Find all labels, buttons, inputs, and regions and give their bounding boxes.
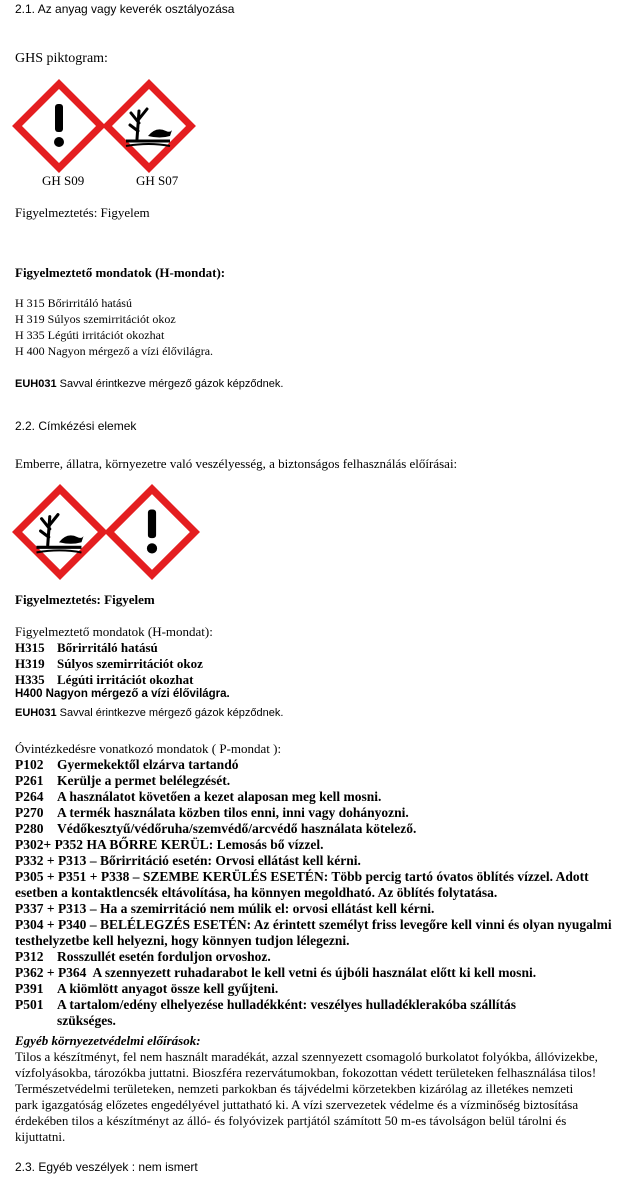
p-statement [15, 837, 323, 853]
p-text: Gyermekektől elzárva tartandó [57, 757, 239, 772]
section-2-2-heading: 2.2. Címkézési elemek [15, 419, 137, 433]
p-statement [15, 901, 434, 917]
p-code: P337 + P313 [15, 901, 87, 916]
env-title-text: Egyéb környezetvédelmi előírások [15, 1033, 197, 1048]
p-text: esetben a kontaktlencsék eltávolítása, ha könnyen megoldható. Az öblítés folytatása. [15, 885, 498, 900]
env-rules-title: Egyéb környezetvédelmi előírások: [15, 1033, 201, 1048]
section-2-3-heading: 2.3. Egyéb veszélyek : nem ismert [15, 1160, 198, 1174]
p-statement [15, 805, 409, 821]
p-statement [15, 949, 271, 965]
env-rules-line: kijuttatni. [15, 1129, 66, 1144]
h-statement: H 400 Nagyon mérgező a vízi élővilágra. [15, 344, 214, 358]
pictogram-caption: GH S07 [136, 173, 179, 188]
pictogram-caption: GH S09 [42, 173, 85, 188]
env-rules-line: Tilos a készítményt, fel nem használt maradékát, azzal szennyezett csomagoló burkolatot folyókba, állóvizekbe, [15, 1049, 598, 1064]
p-text: A kiömlött anyagot össze kell gyűjteni. [57, 981, 279, 996]
h-statement: H 319 Súlyos szemirritációt okoz [15, 312, 176, 326]
p-text: Védőkesztyű/védőruha/szemvédő/arcvédő használata kötelező. [57, 821, 417, 836]
p-statement-continued [15, 885, 497, 901]
p-text: Kerülje a permet belélegzését. [57, 773, 231, 788]
h-text: Bőrirritáló hatású [57, 640, 158, 655]
euh-text: Savval érintkezve mérgező gázok képződnek. [59, 707, 284, 719]
p-code: P264 [15, 789, 44, 804]
p-code: P261 [15, 773, 44, 788]
h-code: H315 [15, 640, 45, 655]
p-code: P305 + P351 + P338 [15, 869, 130, 884]
h-text: Súlyos szemirritációt okoz [57, 656, 203, 671]
p-text: testhelyzetbe kell helyezni, hogy könnyen tudjon lélegezni. [15, 933, 350, 948]
p-text: Rosszullét esetén forduljon orvoshoz. [57, 949, 271, 964]
section-2-1-heading: 2.1. Az anyag vagy keverék osztályozása [15, 2, 235, 16]
h400-statement: H400 Nagyon mérgező a vízi élővilágra. [15, 688, 230, 700]
label-intro: Emberre, állatra, környezetre való veszélyesség, a biztonságos felhasználás előírásai: [15, 456, 458, 471]
signal-value: Figyelem [104, 592, 155, 607]
p-statement-continued [57, 1013, 116, 1029]
h-statements-title: Figyelmeztető mondatok (H-mondat): [15, 265, 226, 280]
h-statement: H 315 Bőrirritáló hatású [15, 296, 132, 310]
p-code: P102 [15, 757, 44, 772]
environment-hazard-icon [14, 486, 106, 578]
p-statement-continued [15, 933, 350, 949]
p-statement [15, 917, 612, 933]
ghs-pictogram-label: GHS piktogram: [15, 51, 108, 66]
p-statement [15, 981, 278, 997]
signal-word [15, 592, 155, 608]
p-statement [15, 853, 361, 869]
h-statement [15, 656, 203, 672]
exclamation-mark-icon [106, 486, 198, 578]
h-code: H319 [15, 656, 45, 671]
p-code: P332 + P313 [15, 853, 87, 868]
p-statements-title: Óvintézkedésre vonatkozó mondatok ( P-mondat ): [15, 741, 282, 756]
p-text: A szennyezett ruhadarabot le kell vetni és újbóli használat előtt ki kell mosni. [92, 965, 537, 980]
euh-statement [15, 707, 283, 719]
env-rules-line: Természetvédelmi területeken, nemzeti parkokban és tájvédelmi körzetekben kizárólag az illetékes nemzeti [15, 1081, 574, 1096]
signal-prefix: Figyelmeztetés: [15, 592, 101, 607]
h-statement [15, 672, 193, 688]
h-text: Légúti irritációt okozhat [57, 672, 194, 687]
signal-word: Figyelmeztetés: Figyelem [15, 205, 150, 220]
p-text: – Bőrirritáció esetén: Orvosi ellátást kell kérni. [89, 853, 361, 868]
h-code: H335 [15, 672, 45, 687]
p-code: P270 [15, 805, 44, 820]
p-code: P391 [15, 981, 44, 996]
p-text: HA BŐRRE KERÜL: Lemosás bő vízzel. [86, 837, 324, 852]
h-statement: H 335 Légúti irritációt okozhat [15, 328, 165, 342]
p-code: P362 + P364 [15, 965, 87, 980]
p-code: P501 [15, 997, 44, 1012]
p-code: P302+ P352 [15, 837, 84, 852]
p-statement [15, 757, 238, 773]
p-text: – Ha a szemirritáció nem múlik el: orvosi ellátást kell kérni. [89, 901, 435, 916]
p-statement [15, 821, 416, 837]
env-rules-line: érdekében tilos a készítményt az álló- és folyóvizek partjától számított 50 m-es távolságon belül tárolni és [15, 1113, 567, 1128]
h-statements-title: Figyelmeztető mondatok (H-mondat): [15, 624, 213, 639]
p-statement [15, 789, 381, 805]
euh-text: Savval érintkezve mérgező gázok képződnek. [59, 378, 284, 390]
euh-statement [15, 378, 283, 390]
env-rules-line: vízfolyásokba, tározókba juttatni. Bioszféra rezervátumokban, fokozottan védett területeken felhasználása tilos! [15, 1065, 597, 1080]
p-text: – SZEMBE KERÜLÉS ESETÉN: Több percig tartó óvatos öblítés vízzel. Adott [132, 869, 589, 884]
euh-code: EUH031 [15, 378, 57, 390]
p-code: P304 + P340 [15, 917, 87, 932]
p-code: P312 [15, 949, 44, 964]
p-text: – BELÉLEGZÉS ESETÉN: Az érintett személyt friss levegőre kell vinni és olyan nyugalmi [89, 917, 612, 932]
p-text: A használatot követően a kezet alaposan meg kell mosni. [57, 789, 382, 804]
p-text: A termék használata közben tilos enni, inni vagy dohányozni. [57, 805, 409, 820]
p-text: A tartalom/edény elhelyezése hulladékként: veszélyes hulladéklerakóba szállítás [57, 997, 516, 1012]
p-text: szükséges. [57, 1013, 116, 1028]
environment-hazard-icon [104, 81, 194, 171]
p-code: P280 [15, 821, 44, 836]
p-statement [15, 965, 536, 981]
p-statement [15, 773, 230, 789]
p-statement [15, 869, 589, 885]
p-statement [15, 997, 516, 1013]
env-rules-line: park igazgatóság előzetes engedélyével juttatható ki. A vízi szervezetek védelme és a vízminőség biztosítása [15, 1097, 579, 1112]
euh-code: EUH031 [15, 707, 57, 719]
exclamation-mark-icon [14, 81, 104, 171]
h-statement [15, 640, 158, 656]
